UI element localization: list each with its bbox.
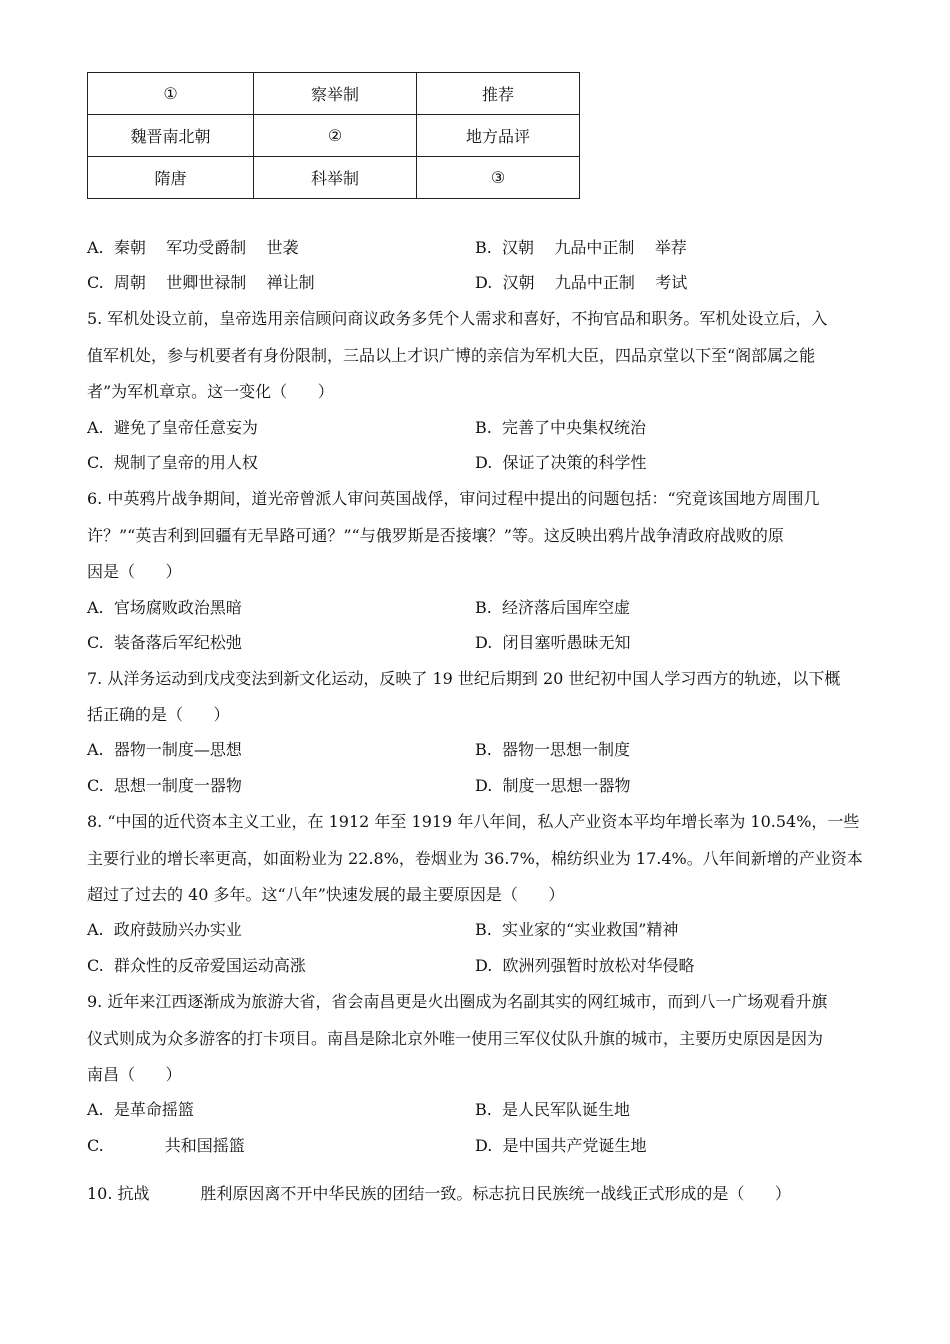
table-cell: ③ [417,157,580,199]
q4-option-c: C. 周朝 世卿世禄制 禅让制 [87,273,315,292]
q7-option-b: B. 器物一思想一制度 [475,740,631,759]
q7-option-a: A. 器物一制度—思想 [87,740,242,759]
q6-stem-line: 因是（ ） [87,562,182,581]
table-cell: ② [254,115,417,157]
q5-option-b: B. 完善了中央集权统治 [475,418,647,437]
q6-option-b: B. 经济落后国库空虚 [475,598,631,617]
q9-option-d: D. 是中国共产党诞生地 [475,1136,647,1155]
q5-option-a: A. 避免了皇帝任意妄为 [87,418,258,437]
q4-option-b: B. 汉朝 九品中正制 举荐 [475,238,687,257]
q5-stem-line: 值军机处，参与机要者有身份限制，三品以上才识广博的亲信为军机大臣，四品京堂以下至“阁部属之能 [87,346,816,365]
table-cell: 地方品评 [417,115,580,157]
q8-option-a: A. 政府鼓励兴办实业 [87,920,242,939]
q8-option-d: D. 欧洲列强暂时放松对华侵略 [475,956,695,975]
q8-stem-line: 主要行业的增长率更高，如面粉业为 22.8%，卷烟业为 36.7%，棉纺织业为 17.4%。八年间新增的产业资本 [87,849,863,868]
q4-option-d: D. 汉朝 九品中正制 考试 [475,273,688,292]
q5-option-d: D. 保证了决策的科学性 [475,453,647,472]
q6-option-c: C. 装备落后军纪松弛 [87,633,242,652]
q5-stem-line: 5. 军机处设立前，皇帝选用亲信顾问商议政务多凭个人需求和喜好，不拘官品和职务。军机处设立后，入 [87,309,828,328]
q5-stem-line: 者”为军机章京。这一变化（ ） [87,382,334,401]
q9-stem-line: 9. 近年来江西逐渐成为旅游大省，省会南昌更是火出圈成为名副其实的网红城市，而到八一广场观看升旗 [87,992,828,1011]
q5-option-c: C. 规制了皇帝的用人权 [87,453,258,472]
q8-option-c: C. 群众性的反帝爱国运动高涨 [87,956,306,975]
q7-stem-line: 7. 从洋务运动到戊戌变法到新文化运动，反映了 19 世纪后期到 20 世纪初中国人学习西方的轨迹，以下概 [87,669,841,688]
q4-option-a: A. 秦朝 军功受爵制 世袭 [87,238,299,257]
q6-option-d: D. 闭目塞听愚昧无知 [475,633,631,652]
q9-stem-line: 南昌（ ） [87,1065,182,1084]
q9-option-a: A. 是革命摇篮 [87,1100,194,1119]
q8-option-b: B. 实业家的“实业救国”精神 [475,920,679,939]
q7-option-d: D. 制度一思想一器物 [475,776,631,795]
q6-stem-line: 许？”“英吉利到回疆有无旱路可通？”“与俄罗斯是否接壤？”等。这反映出鸦片战争清政府战败的原 [87,526,784,545]
table-cell: 科举制 [254,157,417,199]
table-cell: 推荐 [417,73,580,115]
table-cell: ① [88,73,254,115]
q9-option-b: B. 是人民军队诞生地 [475,1100,631,1119]
q9-option-c: C. 共和国摇篮 [87,1136,245,1155]
q8-stem-line: 8. “中国的近代资本主义工业，在 1912 年至 1919 年八年间，私人产业资本平均年增长率为 10.54%，一些 [87,812,860,831]
system-table [87,72,580,199]
table-cell: 隋唐 [88,157,254,199]
q6-option-a: A. 官场腐败政治黑暗 [87,598,242,617]
table-cell: 察举制 [254,73,417,115]
q7-option-c: C. 思想一制度一器物 [87,776,242,795]
table-row [88,73,580,115]
table-row [88,157,580,199]
q9-stem-line: 仪式则成为众多游客的打卡项目。南昌是除北京外唯一使用三军仪仗队升旗的城市，主要历史原因是因为 [87,1029,824,1048]
table-cell: 魏晋南北朝 [88,115,254,157]
q10-stem: 10. 抗战 胜利原因离不开中华民族的团结一致。标志抗日民族统一战线正式形成的是（ ） [87,1184,791,1203]
q7-stem-line: 括正确的是（ ） [87,705,230,724]
table-row [88,115,580,157]
q8-stem-line: 超过了过去的 40 多年。这“八年”快速发展的最主要原因是（ ） [87,885,565,904]
q6-stem-line: 6. 中英鸦片战争期间，道光帝曾派人审问英国战俘，审问过程中提出的问题包括：“究竟该国地方周围几 [87,489,820,508]
